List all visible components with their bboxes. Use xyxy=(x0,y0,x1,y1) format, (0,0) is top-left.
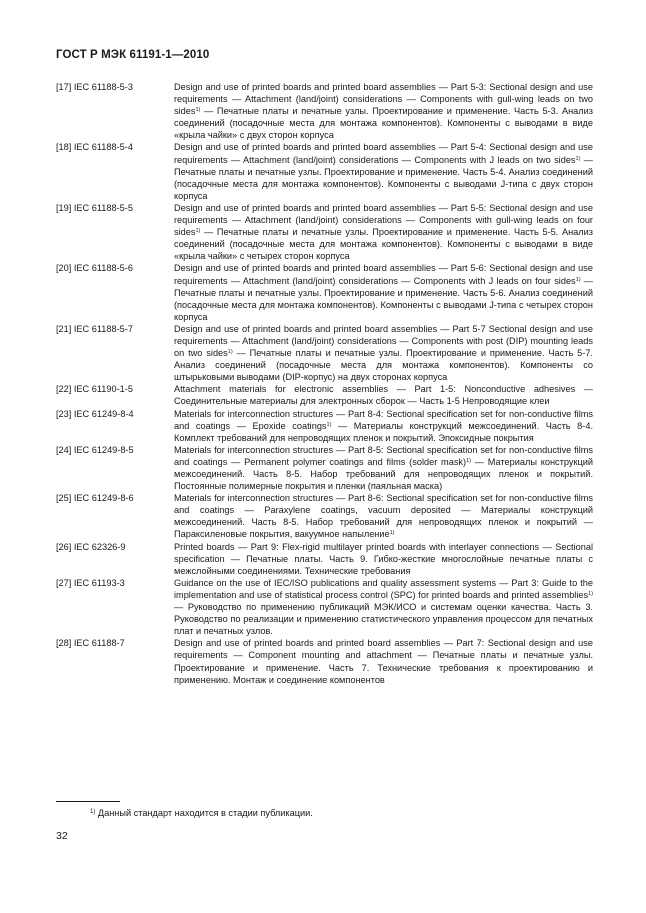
reference-text-segment: Materials for interconnection structures — Part 8-5: Sectional specification set for non-conductive films and coatings — Permanent polymer coatings and films (solder mask) xyxy=(174,444,593,467)
reference-text xyxy=(174,81,593,141)
footnote-ref-marker: 1) xyxy=(389,530,395,537)
reference-text-segment: Materials for interconnection structures — Part 8-4: Sectional specification set for non-conductive films and coatings — Epoxide coatings xyxy=(174,408,593,431)
reference-code: [19] IEC 61188-5-5 xyxy=(56,202,133,213)
reference-item xyxy=(56,141,593,201)
reference-text-segment: Attachment materials for electronic assemblies — Part 1-5: Nonconductive adhesives — Соединительные материалы для электронных сборок — Часть 1-5 Непроводящие клеи xyxy=(174,384,593,407)
footnote-text: Данный стандарт находится в стадии публикации. xyxy=(95,808,313,818)
reference-text xyxy=(174,262,593,322)
reference-item xyxy=(56,492,593,540)
reference-text-segment: Design and use of printed boards and printed board assemblies — Part 5-7 Sectional design and use requirements — Attachment (land/joint) considerations — Components with post (DIP) mounting leads on two sides xyxy=(174,323,593,359)
reference-code: [26] IEC 62326-9 xyxy=(56,541,126,552)
footnote-separator xyxy=(56,801,120,802)
reference-text-segment: — Печатные платы и печатные узлы. Проектирование и применение. Часть 5-7. Анализ соединений (посадочные места для монтажа компонентов). Компоненты со штырьковыми выводами (DIP-корпус) на двух сторонах корпуса xyxy=(174,348,593,383)
reference-text xyxy=(174,408,593,444)
reference-item xyxy=(56,637,593,685)
reference-text-segment: Printed boards — Part 9: Flex-rigid multilayer printed boards with interlayer connections — Sectional specification — Печатные платы. Часть 9. Гибко-жесткие многослойные печатные платы с межслойными соединениями. Технические требования xyxy=(174,541,593,576)
reference-item xyxy=(56,323,593,383)
reference-item xyxy=(56,202,593,262)
reference-item xyxy=(56,81,593,141)
reference-code: [24] IEC 61249-8-5 xyxy=(56,444,134,455)
footnote-ref-marker: 1) xyxy=(227,349,233,356)
footnote-marker: 1) xyxy=(90,809,96,815)
reference-code: [25] IEC 61249-8-6 xyxy=(56,493,134,504)
reference-item xyxy=(56,383,593,407)
footnote-ref-marker: 1) xyxy=(326,421,332,428)
reference-text xyxy=(174,141,593,201)
reference-text-segment: Design and use of printed boards and printed board assemblies — Part 5-3: Sectional design and use requirements — Attachment (land/joint) considerations — Components with gull-wing leads on two sides xyxy=(174,82,593,117)
reference-text-segment: Guidance on the use of IEC/ISO publications and quality assessment systems — Part 3: Guide to the implementation and use of statistical process control (SPC) for printed boards and printed assemblies xyxy=(174,577,593,600)
reference-item xyxy=(56,408,593,444)
reference-code: [18] IEC 61188-5-4 xyxy=(56,142,133,153)
reference-item xyxy=(56,577,593,637)
reference-item xyxy=(56,541,593,577)
reference-text-segment: — Печатные платы и печатные узлы. Проектирование и применение. Часть 5-5. Анализ соединений (посадочные места для монтажа компонентов). Компоненты с выводами в виде «крыла чайки» с четырех сторон корпуса xyxy=(174,227,593,262)
reference-code: [27] IEC 61193-3 xyxy=(56,577,125,588)
reference-text xyxy=(174,444,593,492)
reference-text-segment: — Печатные платы и печатные узлы. Проектирование и применение. Часть 5-3. Анализ соединений (посадочные места для монтажа компонентов). Компоненты с выводами в виде «крыла чайки» с двух сторон корпуса xyxy=(174,106,593,141)
reference-text-segment: Design and use of printed boards and printed board assemblies — Part 5-4: Sectional design and use requirements — Attachment (land/joint) considerations — Components with J leads on two sides xyxy=(174,142,593,165)
reference-text xyxy=(174,383,593,407)
reference-code: [28] IEC 61188-7 xyxy=(56,638,125,649)
footnote-ref-marker: 1) xyxy=(195,228,201,235)
reference-text-segment: — Материалы конструкций межсоединений. Часть 8-5. Набор требований для непроводящих пленок и покрытий. Постоянные полимерные покрытия и пленки (паяльная маска) xyxy=(174,456,594,492)
reference-code: [21] IEC 61188-5-7 xyxy=(56,323,133,334)
reference-text xyxy=(174,577,593,637)
footnote-ref-marker: 1) xyxy=(588,590,593,597)
footnote-ref-marker: 1) xyxy=(195,107,201,114)
reference-text-segment: — Руководство по применению публикаций МЭК/ИСО и системам оценки качества. Часть 3. Руководство по реализации и применению статистического управления процессом для печатных плат и печатных узлов. xyxy=(174,602,593,637)
reference-text xyxy=(174,492,593,540)
reference-text-segment: Design and use of printed boards and printed board assemblies — Part 5-6: Sectional design and use requirements — Attachment (land/joint) considerations — Components with J leads on four sides xyxy=(174,263,593,286)
reference-text-segment: — Печатные платы и печатные узлы. Проектирование и применение. Часть 5-4. Анализ соединений (посадочные места для монтажа компонентов). Компоненты с выводами J-типа с двух сторон корпуса xyxy=(174,154,593,201)
reference-code: [17] IEC 61188-5-3 xyxy=(56,82,133,92)
reference-text-segment: — Материалы конструкций межсоединений. Часть 8-4. Комплект требований для непроводящих пленок и покрытий. Эпоксидные покрытия xyxy=(174,420,594,443)
reference-text xyxy=(174,541,593,577)
reference-code: [20] IEC 61188-5-6 xyxy=(56,263,133,274)
page-number: 32 xyxy=(56,830,68,842)
reference-list xyxy=(56,81,593,686)
reference-code: [23] IEC 61249-8-4 xyxy=(56,408,134,419)
document-header: ГОСТ Р МЭК 61191-1—2010 xyxy=(56,49,210,61)
reference-item xyxy=(56,444,593,492)
footnote-ref-marker: 1) xyxy=(575,276,581,283)
reference-text xyxy=(174,323,593,383)
reference-text xyxy=(174,637,593,685)
footnote-ref-marker: 1) xyxy=(466,457,471,464)
reference-text-segment: — Печатные платы и печатные узлы. Проектирование и применение. Часть 5-6. Анализ соединений (посадочные места для монтажа компонентов). Компоненты с выводами J-типа с четырех сторон корпуса xyxy=(174,275,593,322)
reference-text xyxy=(174,202,593,262)
reference-text-segment: Materials for interconnection structures — Part 8-6: Sectional specification set for non-conductive films and coatings — Paraxylene coatings, vacuum deposited — Материалы конструкций межсоединений. Часть 8-5. Набор требований для непроводящих пленок и покрытий — Параксиленовые покрытия, вакуумное напыление xyxy=(174,493,593,540)
reference-code: [22] IEC 61190-1-5 xyxy=(56,384,133,395)
footnote xyxy=(90,808,313,818)
reference-item xyxy=(56,262,593,322)
reference-text-segment: Design and use of printed boards and printed board assemblies — Part 5-5: Sectional design and use requirements — Attachment (land/joint) considerations — Components with gull-wing leads on four sides xyxy=(174,202,593,238)
footnote-ref-marker: 1) xyxy=(575,155,581,162)
reference-text-segment: Design and use of printed boards and printed board assemblies — Part 7: Sectional design and use requirements — Component mounting and attachment — Печатные платы и печатные узлы. Проектирование и применение. Часть 7. Технические требования к проектированию и применению. Монтаж и соединение компонентов xyxy=(174,638,593,685)
